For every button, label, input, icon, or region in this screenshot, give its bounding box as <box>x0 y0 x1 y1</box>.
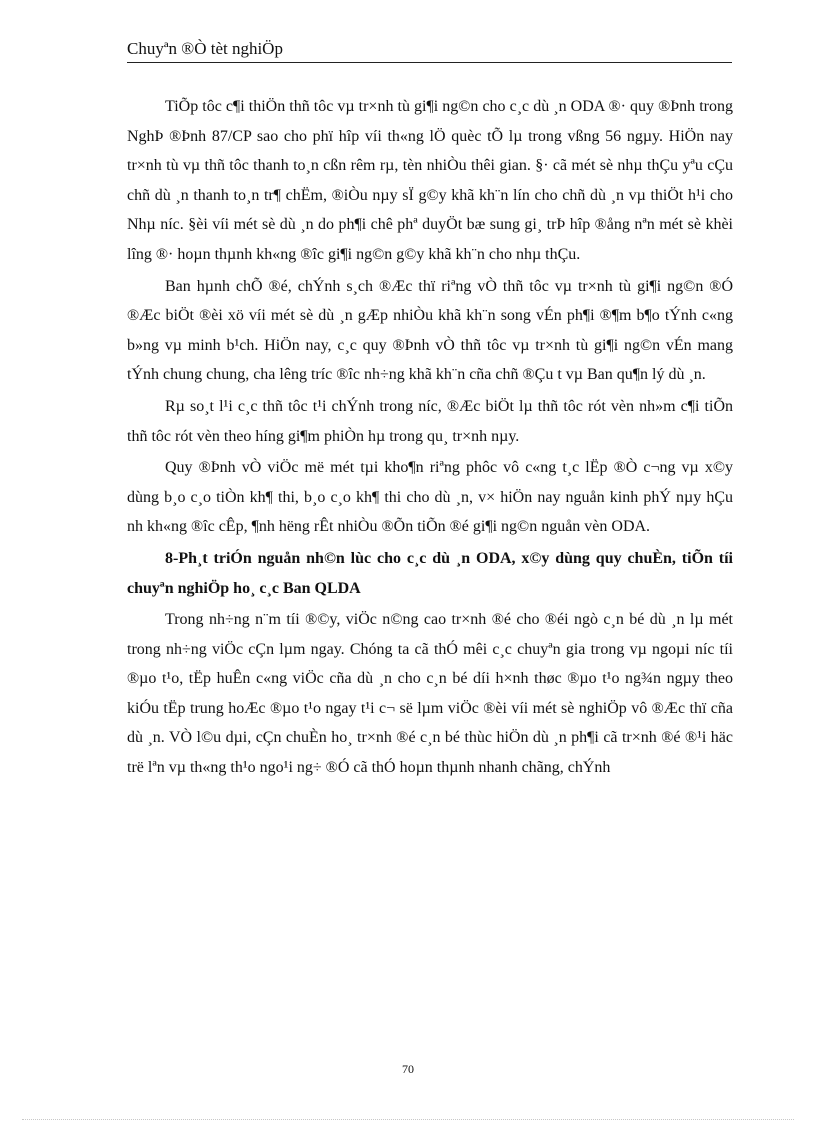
paragraph-4: Quy ®Þnh vÒ viÖc më mét tµi kho¶n riªng phôc vô c«ng t¸c lËp ®Ò c¬ng vµ x©y dùng b¸o c¸o tiÒn kh¶ thi, b¸o c¸o kh¶ thi cho dù ¸n, v× hiÖn nay nguån kinh phÝ nµy hÇu nh kh«ng ®îc cÊp, ¶nh hëng rÊt nhiÒu ®Õn tiÕn ®é gi¶i ng©n nguån vèn ODA. <box>127 459 733 536</box>
running-header: Chuyªn ®Ò tèt nghiÖp <box>127 38 732 63</box>
page-bottom-divider <box>22 1119 794 1120</box>
paragraph-2: Ban hµnh chÕ ®é, chÝnh s¸ch ®Æc thï riªng vÒ thñ tôc vµ tr×nh tù gi¶i ng©n ®Ó ®Æc biÖt ®èi xö víi mét sè dù ¸n gÆp nhiÒu khã kh¨n song vÉn ph¶i ®¶m b¶o tÝnh c«ng b»ng vµ minh b¹ch. HiÖn nay, c¸c quy ®Þnh vÒ thñ tôc vµ tr×nh tù gi¶i ng©n vÉn mang tÝnh chung chung, cha lêng tríc ®îc nh÷ng khã kh¨n cña chñ ®Çu t vµ Ban qu¶n lý dù ¸n. <box>127 277 733 384</box>
paragraph-5: Trong nh÷ng n¨m tíi ®©y, viÖc n©ng cao tr×nh ®é cho ®éi ngò c¸n bé dù ¸n lµ mét trong nh÷ng viÖc cÇn lµm ngay. Chóng ta cã thÓ mêi c¸c chuyªn gia trong vµ ngoµi níc tíi ®µo t¹o, tËp huÊn c«ng viÖc cña dù ¸n cho c¸n bé díi h×nh thøc ®µo t¹o ng¾n ngµy theo kiÓu tËp trung hoÆc ®µo t¹o ngay t¹i c¬ së lµm viÖc ®èi víi mét sè nghiÖp vô ®Æc thï cña dù ¸n. VÒ l©u dµi, cÇn chuÈn ho¸ tr×nh ®é c¸n bé thùc hiÖn dù ¸n ph¶i cã tr×nh ®é ®¹i häc trë lªn vµ th«ng th¹o ngo¹i ng÷ ®Ó cã thÓ hoµn thµnh nhanh chãng, chÝnh <box>127 611 733 777</box>
paragraph-1: TiÕp tôc c¶i thiÖn thñ tôc vµ tr×nh tù gi¶i ng©n cho c¸c dù ¸n ODA ®· quy ®Þnh trong NghÞ ®Þnh 87/CP sao cho phï hîp víi th«ng lÖ quèc tÕ lµ trong vßng 56 ngµy. HiÖn nay tr×nh tù vµ thñ tôc thanh to¸n cßn rêm rµ, tèn nhiÒu thêi gian. §· cã mét sè nhµ thÇu yªu cÇu chñ dù ¸n thanh to¸n tr¶ chËm, ®iÒu nµy sÏ g©y khã kh¨n lín cho chñ dù ¸n vµ thiÖt h¹i cho Nhµ níc. §èi víi mét sè dù ¸n do ph¶i chê phª duyÖt bæ sung gi¸ trÞ hîp ®ång nªn mét sè khèi lîng ®· hoµn thµnh kh«ng ®îc gi¶i ng©n g©y khã kh¨n cho nhµ thÇu. <box>127 98 733 263</box>
document-body <box>127 92 733 785</box>
paragraph-3: Rµ so¸t l¹i c¸c thñ tôc t¹i chÝnh trong níc, ®Æc biÖt lµ thñ tôc rót vèn nh»m c¶i tiÕn thñ tôc rót vèn theo híng gi¶m phiÒn hµ trong qu¸ tr×nh nµy. <box>127 397 733 445</box>
section-heading: 8-Ph¸t triÓn nguån nh©n lùc cho c¸c dù ¸n ODA, x©y dùng quy chuÈn, tiÕn tíi chuyªn nghiÖp ho¸ c¸c Ban QLDA <box>127 549 733 597</box>
page-number: 70 <box>402 1062 414 1076</box>
